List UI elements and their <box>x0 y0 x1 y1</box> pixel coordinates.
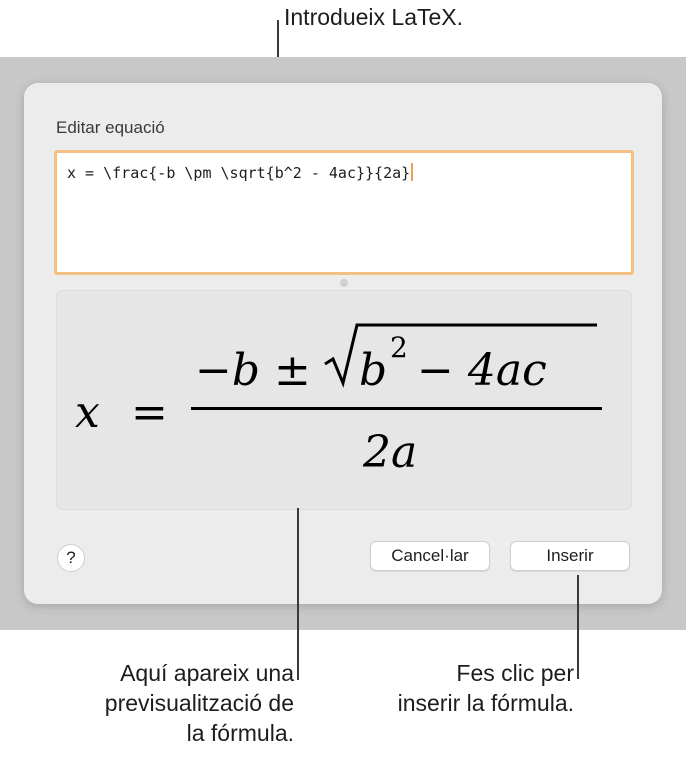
formula-numerator-prefix: −b ± <box>195 345 311 396</box>
dialog-title: Editar equació <box>56 118 165 137</box>
insert-button[interactable] <box>510 541 630 571</box>
fraction-bar <box>191 407 602 410</box>
callout-preview <box>105 658 294 748</box>
text-caret <box>411 163 413 181</box>
help-button[interactable] <box>57 544 85 572</box>
callout-leader-preview <box>297 508 299 680</box>
edit-equation-dialog <box>24 83 662 604</box>
callout-preview-line-1: Aquí apareix una <box>120 660 294 686</box>
cancel-button-label: Cancel·lar <box>391 546 469 565</box>
callout-leader-insert <box>577 575 579 679</box>
callout-preview-line-3: la fórmula. <box>186 720 294 746</box>
formula-render <box>57 291 631 509</box>
insert-button-label: Inserir <box>546 546 594 565</box>
callout-enter-latex: Introdueix LaTeX. <box>284 4 464 30</box>
callout-insert <box>398 658 574 718</box>
formula-denominator: 2a <box>363 427 418 478</box>
cancel-button[interactable] <box>370 541 490 571</box>
latex-input-text: x = \frac{-b \pm \sqrt{b^2 - 4ac}}{2a} <box>67 164 411 182</box>
callout-preview-line-2: previsualització de <box>104 690 294 716</box>
latex-input-field[interactable] <box>54 150 634 275</box>
formula-radicand-base: b <box>359 345 388 396</box>
formula-radicand-rest: − 4ac <box>417 345 547 396</box>
formula-preview <box>56 290 632 510</box>
formula-equals: = <box>131 387 168 438</box>
callout-insert-line-1: Fes clic per <box>456 660 574 686</box>
formula-radicand-exp: 2 <box>390 331 408 364</box>
formula-lhs: x <box>75 387 100 438</box>
callout-insert-line-2: inserir la fórmula. <box>397 690 574 716</box>
resize-handle[interactable] <box>340 279 348 287</box>
help-icon: ? <box>66 548 76 567</box>
